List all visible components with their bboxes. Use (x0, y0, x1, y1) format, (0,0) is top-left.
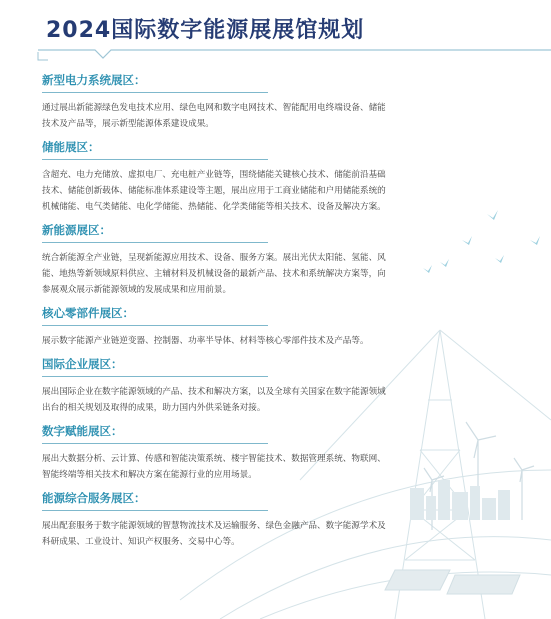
zone-energy-storage (42, 139, 394, 215)
zone-heading: 新型电力系统展区： (42, 72, 268, 93)
page-title: 2024国际数字能源展展馆规划 (46, 18, 365, 43)
zone-digital-empowerment (42, 423, 394, 483)
zone-international-enterprises (42, 356, 394, 416)
zone-description: 展出国际企业在数字能源领域的产品、技术和解决方案，以及全球有关国家在数字能源领域出台的相关规划及取得的成果，助力国内外供采链条对接。 (42, 387, 386, 413)
zone-heading: 新能源展区： (42, 222, 268, 243)
zone-heading: 核心零部件展区： (42, 305, 268, 326)
zone-description: 展出配套服务于数字能源领域的智慧物流技术及运输服务、绿色金融产品、数字能源学术及科研成果、工业设计、知识产权服务、交易中心等。 (42, 521, 386, 547)
zone-new-power-system (42, 72, 394, 132)
zone-description: 展示数字能源产业链逆变器、控制器、功率半导体、材料等核心零部件技术及产品等。 (42, 336, 369, 346)
zone-heading: 数字赋能展区： (42, 423, 268, 444)
zone-description: 通过展出新能源绿色发电技术应用、绿色电网和数字电网技术、智能配用电终端设备、储能技术及产品等，展示新型能源体系建设成果。 (42, 103, 386, 129)
zone-core-components (42, 305, 394, 349)
zone-heading: 国际企业展区： (42, 356, 268, 377)
zone-heading: 储能展区： (42, 139, 268, 160)
zone-description: 统合新能源全产业链，呈现新能源应用技术、设备、服务方案。展出光伏太阳能、氢能、风能、地热等新领域原料供应、主辅材料及机械设备的最新产品、技术和系统解决方案等，向参展观众展示新能源领域的发展成果和应用前景。 (42, 253, 386, 295)
zone-description: 含超充、电力充储放、虚拟电厂、充电桩产业链等，围绕储能关键核心技术、储能前沿基础技术、储能创新载体、储能标准体系建设等主题，展出应用于工商业储能和户用储能系统的机械储能、电气类储能、电化学储能、热储能、化学类储能等相关技术、设备及解决方案。 (42, 170, 386, 212)
zone-description: 展出大数据分析、云计算、传感和智能决策系统、楼宇智能技术、数据管理系统、物联网、智能终端等相关技术和解决方案在能源行业的应用场景。 (42, 454, 386, 480)
zone-integrated-services (42, 490, 394, 550)
zone-new-energy (42, 222, 394, 298)
zone-heading: 能源综合服务展区： (42, 490, 268, 511)
exhibition-zones (42, 72, 394, 557)
